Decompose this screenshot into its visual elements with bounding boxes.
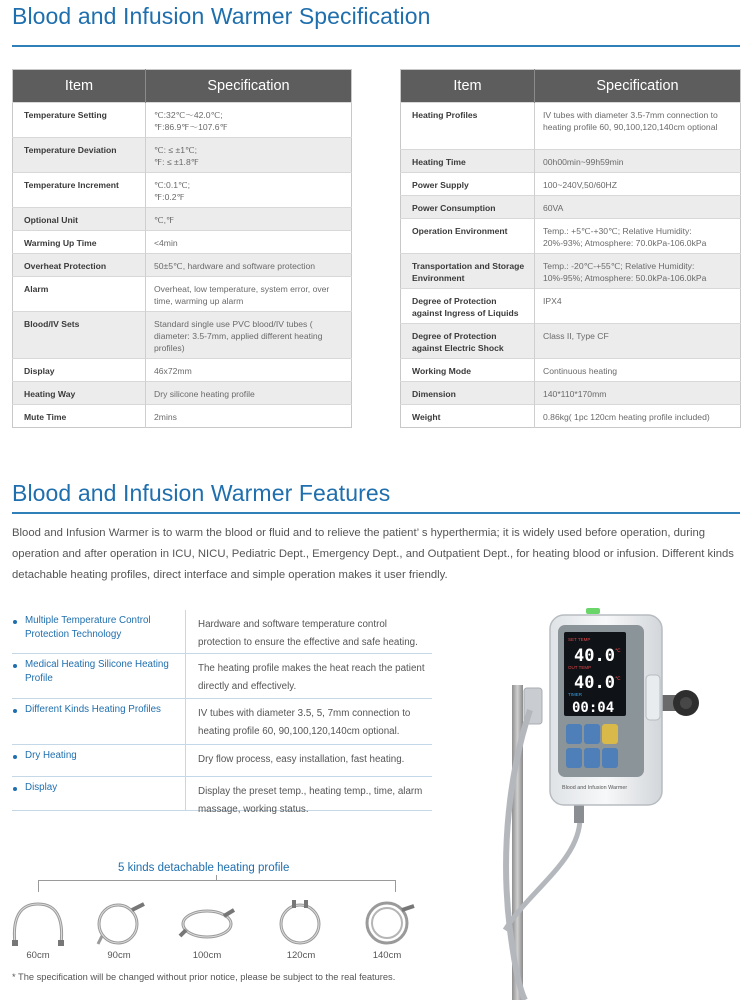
spec-value-cell: Standard single use PVC blood/IV tubes ( diameter: 3.5-7mm, applied different heating profiles)	[146, 312, 352, 359]
spec-item-cell: Temperature Increment	[13, 173, 146, 208]
spec-value-cell: ℃:0.1℃; ℉:0.2℉	[146, 173, 352, 208]
bullet-icon	[13, 709, 17, 713]
header-item: Item	[401, 70, 535, 103]
spec-value-cell: IV tubes with diameter 3.5-7mm connection to heating profile 60, 90,100,120,140cm optional	[535, 103, 741, 150]
feature-name-cell	[12, 777, 185, 810]
power-button[interactable]	[602, 748, 618, 768]
feature-name-cell	[12, 745, 185, 776]
feature-desc-cell	[185, 654, 432, 698]
left-spec-table	[12, 69, 352, 428]
table-row	[13, 405, 352, 428]
table-row	[401, 254, 741, 289]
spec-item-cell: Optional Unit	[13, 208, 146, 231]
timer-label: TIMER	[568, 692, 582, 697]
spec-value-cell: ℃,℉	[146, 208, 352, 231]
spec-item-cell: Degree of Protection against Ingress of Liquids	[401, 289, 535, 324]
out-temp-value: 40.0	[574, 673, 615, 693]
table-row	[401, 405, 741, 428]
heating-profile-icon	[7, 896, 69, 948]
spec-item-cell: Dimension	[401, 382, 535, 405]
set-temp-unit: ℃	[615, 648, 621, 654]
spec-value-cell: Temp.: -20℃-+55℃; Relative Humidity: 10%-95%; Atmosphere: 50.0kPa-106.0kPa	[535, 254, 741, 289]
spec-value-cell: Dry silicone heating profile	[146, 382, 352, 405]
table-row	[13, 208, 352, 231]
table-row	[401, 219, 741, 254]
table-row	[401, 359, 741, 382]
spec-value-cell: 0.86kg( 1pc 120cm heating profile included)	[535, 405, 741, 428]
feature-desc-cell	[185, 610, 432, 653]
profile-120cm	[266, 896, 336, 961]
heating-profile-icon	[356, 896, 418, 948]
spec-item-cell: Operation Environment	[401, 219, 535, 254]
profile-label: 90cm	[107, 950, 131, 961]
bullet-icon	[13, 620, 17, 624]
table-row	[13, 173, 352, 208]
spec-value-cell: 2mins	[146, 405, 352, 428]
profile-label: 60cm	[26, 950, 50, 961]
table-row	[13, 254, 352, 277]
spec-value-cell: 100~240V,50/60HZ	[535, 173, 741, 196]
table-row	[13, 277, 352, 312]
table-row	[13, 231, 352, 254]
feature-row	[12, 610, 432, 654]
spec-item-cell: Working Mode	[401, 359, 535, 382]
feature-description: Dry flow process, easy installation, fast heating.	[198, 754, 405, 765]
spec-item-cell: Blood/IV Sets	[13, 312, 146, 359]
table-row	[401, 324, 741, 359]
spec-item-cell: Heating Profiles	[401, 103, 535, 150]
table-row	[13, 312, 352, 359]
spec-section-title: Blood and Infusion Warmer Specification	[12, 3, 431, 29]
spec-item-cell: Heating Time	[401, 150, 535, 173]
profiles-title: 5 kinds detachable heating profile	[118, 862, 290, 874]
spec-value-cell: 60VA	[535, 196, 741, 219]
spec-value-cell: 140*110*170mm	[535, 382, 741, 405]
spec-item-cell: Degree of Protection against Electric Shock	[401, 324, 535, 359]
features-section-title: Blood and Infusion Warmer Features	[12, 480, 391, 506]
feature-row	[12, 745, 432, 777]
spec-value-cell: ℃: ≤ ±1℃; ℉: ≤ ±1.8℉	[146, 138, 352, 173]
set-temp-label: SET TEMP	[568, 637, 591, 642]
feature-description: IV tubes with diameter 3.5, 5, 7mm connection to heating profile 60, 90,100,120,140cm optional.	[198, 708, 411, 737]
table-row	[401, 382, 741, 405]
profile-label: 100cm	[192, 950, 222, 961]
spec-value-cell: 00h00min~99h59min	[535, 150, 741, 173]
spec-value-cell: 46x72mm	[146, 359, 352, 382]
timer-button[interactable]	[584, 748, 600, 768]
table-row	[13, 138, 352, 173]
device-brand-text: Blood and Infusion Warmer	[562, 785, 628, 791]
feature-description: Hardware and software temperature control protection to ensure the effective and safe heating.	[198, 619, 418, 648]
heating-profile-icon	[88, 896, 150, 948]
table-row	[401, 173, 741, 196]
profile-label: 140cm	[372, 950, 402, 961]
profile-label: 120cm	[286, 950, 316, 961]
feature-name-cell	[12, 654, 185, 698]
features-list	[12, 610, 432, 815]
down-button[interactable]	[584, 724, 600, 744]
features-intro-text: Blood and Infusion Warmer is to warm the blood or fluid and to relieve the patient’ s hyperthermia; it is widely used before operation, during operation and after operation in ICU, NICU, Pediatric Dept., Emergency Dept., and Outpatient Dept., for heating blood or infusion. Different kinds detachable heating profiles, direct interface and simple operation makes it user friendly.	[12, 527, 734, 581]
table-header-row	[401, 70, 741, 103]
spec-item-cell: Power Consumption	[401, 196, 535, 219]
table-row	[401, 289, 741, 324]
features-title-rule	[12, 512, 740, 514]
spec-item-cell: Alarm	[13, 277, 146, 312]
feature-name: Dry Heating	[25, 750, 77, 761]
feature-row	[12, 654, 432, 699]
feature-name-cell	[12, 610, 185, 653]
feature-name: Display	[25, 782, 58, 793]
timer-value: 00:04	[572, 700, 615, 716]
set-button[interactable]	[566, 748, 582, 768]
header-specification: Specification	[146, 70, 352, 103]
spec-value-cell: Temp.: +5℃-+30℃; Relative Humidity: 20%-93%; Atmosphere: 70.0kPa-106.0kPa	[535, 219, 741, 254]
spec-item-cell: Display	[13, 359, 146, 382]
spec-value-cell: Class II, Type CF	[535, 324, 741, 359]
spec-value-cell: 50±5℃, hardware and software protection	[146, 254, 352, 277]
heating-profile-icon	[176, 896, 238, 948]
heating-profile-icon	[270, 896, 332, 948]
spec-item-cell: Weight	[401, 405, 535, 428]
spec-value-cell: ℃:32℃～42.0℃; ℉:86.9℉～107.6℉	[146, 103, 352, 138]
spec-item-cell: Warming Up Time	[13, 231, 146, 254]
bullet-icon	[13, 664, 17, 668]
bullet-icon	[13, 787, 17, 791]
spec-item-cell: Overheat Protection	[13, 254, 146, 277]
mute-button[interactable]	[602, 724, 618, 744]
power-led	[586, 608, 600, 614]
feature-name: Medical Heating Silicone Heating Profile	[25, 659, 169, 684]
feature-name: Multiple Temperature Control Protection Technology	[25, 615, 151, 640]
profile-60cm	[3, 896, 73, 961]
profiles-bracket	[38, 880, 396, 892]
spec-item-cell: Transportation and Storage Environment	[401, 254, 535, 289]
table-row	[401, 103, 741, 150]
feature-description: Display the preset temp., heating temp., time, alarm massage, working status.	[198, 786, 423, 815]
spec-value-cell: Continuous heating	[535, 359, 741, 382]
table-header-row	[13, 70, 352, 103]
spec-item-cell: Temperature Setting	[13, 103, 146, 138]
spec-value-cell: IPX4	[535, 289, 741, 324]
out-temp-unit: ℃	[615, 676, 621, 682]
feature-desc-cell	[185, 699, 432, 744]
blood-warmer-device-illustration	[470, 600, 740, 1000]
profile-100cm	[172, 896, 242, 961]
bullet-icon	[13, 755, 17, 759]
feature-description: The heating profile makes the heat reach the patient directly and effectively.	[198, 663, 425, 692]
profile-140cm	[352, 896, 422, 961]
right-spec-table	[400, 69, 741, 428]
table-row	[401, 196, 741, 219]
footnote: * The specification will be changed without prior notice, please be subject to the real features.	[12, 972, 396, 982]
spec-value-cell: <4min	[146, 231, 352, 254]
feature-name: Different Kinds Heating Profiles	[25, 704, 161, 715]
feature-row	[12, 777, 432, 815]
feature-desc-cell	[185, 777, 432, 815]
table-row	[13, 103, 352, 138]
out-temp-label: OUT TEMP	[568, 665, 592, 670]
set-temp-value: 40.0	[574, 646, 615, 666]
profile-90cm	[84, 896, 154, 961]
spec-item-cell: Power Supply	[401, 173, 535, 196]
up-button[interactable]	[566, 724, 582, 744]
table-row	[13, 382, 352, 405]
spec-item-cell: Temperature Deviation	[13, 138, 146, 173]
table-row	[13, 359, 352, 382]
spec-title-rule	[12, 45, 740, 47]
spec-item-cell: Heating Way	[13, 382, 146, 405]
table-row	[401, 150, 741, 173]
header-specification: Specification	[535, 70, 741, 103]
feature-row	[12, 699, 432, 745]
spec-value-cell: Overheat, low temperature, system error, over time, warming up alarm	[146, 277, 352, 312]
spec-item-cell: Mute Time	[13, 405, 146, 428]
header-item: Item	[13, 70, 146, 103]
feature-desc-cell	[185, 745, 432, 776]
feature-name-cell	[12, 699, 185, 744]
